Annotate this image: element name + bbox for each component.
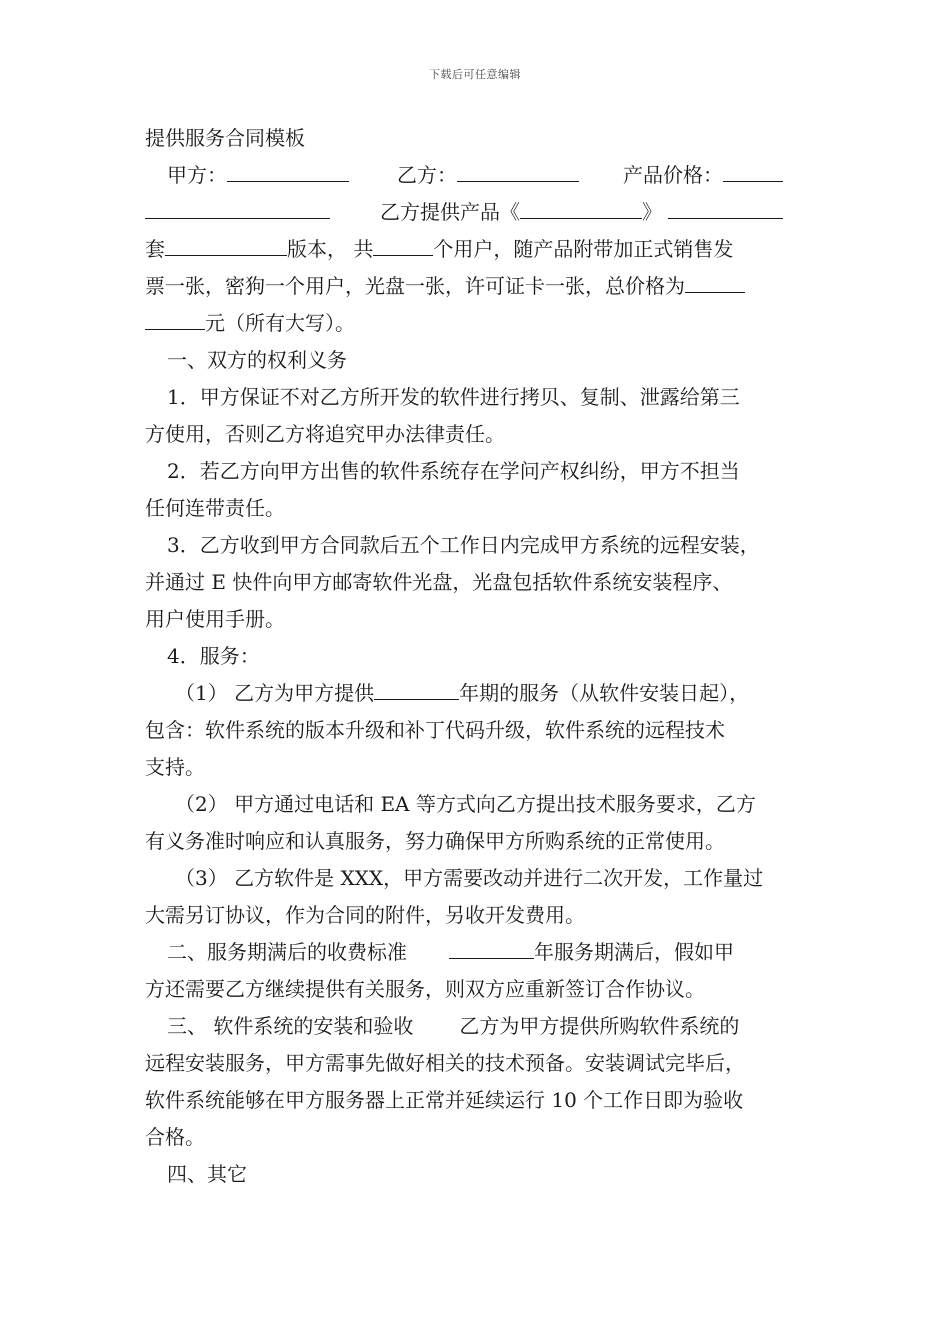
section-3-line-2: 远程安装服务，甲方需事先做好相关的技术预备。安装调试完毕后， [145,1051,745,1075]
product-label: 乙方提供产品《 [380,200,520,224]
sub-1-prefix: （1） 乙方为甲方提供 [175,681,375,705]
invoice-line [145,268,810,305]
item-2-line-2: 任何连带责任。 [145,496,285,520]
party-b-blank [457,159,579,182]
header-note: 下载后可任意编辑 [429,68,521,81]
total-blank [685,270,745,293]
document-title: 提供服务合同模板 [145,126,305,150]
sub-2-line-2: 有义务准时响应和认真服务，努力确保甲方所购系统的正常使用。 [145,829,725,853]
section-3-line-4: 合格。 [145,1125,205,1149]
party-a-label: 甲方： [167,163,227,187]
sub-1-line-3: 支持。 [145,755,205,779]
item-4-title: 4．服务： [167,644,260,668]
price-blank-cont [145,196,330,219]
sub-3-line-1: （3） 乙方软件是 XXX，甲方需要改动并进行二次开发，工作量过 [175,866,764,890]
item-1-line-1: 1．甲方保证不对乙方所开发的软件进行拷贝、复制、泄露给第三 [167,385,740,409]
version-blank [165,233,287,256]
set-line [145,231,810,268]
service-years-blank [374,677,459,700]
item-1-line-2: 方使用，否则乙方将追究甲办法律责任。 [145,422,505,446]
sub-1-line-2: 包含：软件系统的版本升级和补丁代码升级，软件系统的远程技术 [145,718,725,742]
product-line [145,194,810,231]
section-3-line-1 [145,1008,810,1045]
product-name-blank [520,196,642,219]
section-2-suffix: 年服务期满后，假如甲 [534,940,734,964]
product-extra-blank [668,196,783,219]
section-3-title: 三、 软件系统的安装和验收 [167,1014,414,1038]
renewal-years-blank [449,936,534,959]
parties-line [145,157,810,194]
set-label: 套 [145,237,165,261]
version-label: 版本， 共 [287,237,374,261]
total-blank-cont [145,307,205,330]
party-b-label: 乙方： [397,163,457,187]
price-label: 产品价格： [623,163,723,187]
section-2-line-2: 方还需要乙方继续提供有关服务，则双方应重新签订合作协议。 [145,977,705,1001]
sub-2-line-1: （2） 甲方通过电话和 EA 等方式向乙方提出技术服务要求，乙方 [175,792,756,816]
section-2-title: 二、服务期满后的收费标准 [167,940,407,964]
party-a-blank [227,159,349,182]
item-3-line-3: 用户使用手册。 [145,607,285,631]
product-close: 》 [642,200,662,224]
item-3-line-1: 3．乙方收到甲方合同款后五个工作日内完成甲方系统的远程安装， [167,533,760,557]
price-blank [723,159,783,182]
total-suffix: 元（所有大写）。 [205,311,355,335]
section-1-title: 一、双方的权利义务 [167,348,347,372]
section-2-line-1 [145,934,810,971]
section-3-line-3: 软件系统能够在甲方服务器上正常并延续运行 10 个工作日即为验收 [145,1088,744,1112]
sub-1-line-1 [145,675,810,712]
section-3-suffix: 乙方为甲方提供所购软件系统的 [459,1014,740,1038]
section-4-title: 四、其它 [167,1162,247,1186]
item-3-line-2: 并通过 E 快件向甲方邮寄软件光盘，光盘包括软件系统安装程序、 [145,570,733,594]
users-label: 个用户，随产品附带加正式销售发 [433,237,734,261]
sub-1-suffix: 年期的服务（从软件安装日起）， [459,681,750,705]
sub-3-line-2: 大需另订协议，作为合同的附件，另收开发费用。 [145,903,585,927]
invoice-text: 票一张，密狗一个用户，光盘一张，许可证卡一张，总价格为 [145,274,685,298]
item-2-line-1: 2．若乙方向甲方出售的软件系统存在学问产权纠纷，甲方不担当 [167,459,740,483]
users-blank [373,233,433,256]
total-line [145,305,810,342]
document-body [145,120,810,1193]
